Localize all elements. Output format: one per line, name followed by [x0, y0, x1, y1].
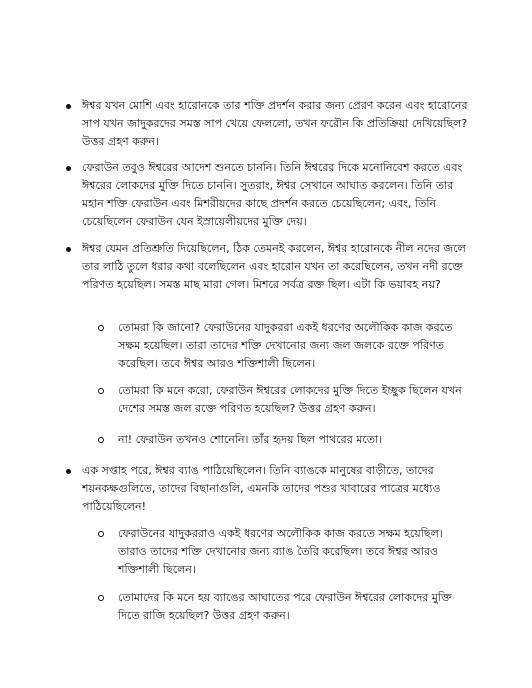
sub-list-item: না! ফেরাউন তখনও শোনেনি। তাঁর হৃদয় ছিল পাথরের মতো। — [118, 431, 470, 449]
list-item: ঈশ্বর যখন মোশি এবং হারোনকে তার শক্তি প্রদর্শন করার জন্য প্রেরণ করেন এবং হারোনের সাপ যখন জাদুকরদের সমস্ত সাপ খেয়ে ফেললো, তখন ফরৌন কি প্রতিক্রিয়া দেখিয়েছিল? উত্তর গ্রহণ করুন। — [82, 97, 472, 151]
list-item: ফেরাউন তবুও ঈশ্বরের আদেশ শুনতে চাননি। তিনি ঈশ্বরের দিকে মনোনিবেশ করতে এবং ঈশ্বরের লোকদের মুক্তি দিতে চাননি। সুতরাং, ঈশ্বর সেখানে আঘাত করলেন। তিনি তার মহান শক্তি ফেরাউন এবং মিশরীয়দের কাছে প্রদর্শন করতে চেয়েছিলেন; এবং, তিনি চেয়েছিলেন ফেরাউন যেন ইস্রায়েলীয়দের মুক্তি দেয়। — [82, 159, 472, 231]
sub-list-item: তোমরা কি মনে করো, ফেরাউন ঈশ্বরের লোকদের মুক্তি দিতে ইচ্ছুক ছিলেন যখন দেশের সমস্ত জল রক্তে পরিণত হয়েছিল? উত্তর গ্রহণ করুন। — [118, 382, 470, 418]
sub-list-item: তোমাদের কি মনে হয় ব্যাঙের আঘাতের পরে ফেরাউন ঈশ্বরের লোকদের মুক্তি দিতে রাজি হয়েছিল? উত্তর গ্রহণ করুন। — [118, 589, 470, 625]
list-item: এক সপ্তাহ পরে, ঈশ্বর ব্যাঙ পাঠিয়েছিলেন। তিনি ব্যাঙকে মানুষের বাড়ীতে, তাদের শয়নকক্ষগুলিতে, তাদের বিছানাগুলি, এমনকি তাদের পশুর খাবারের পাত্রের মধ্যেও পাঠিয়েছিলেন! — [82, 462, 472, 516]
sub-list-item: তোমরা কি জানো? ফেরাউনের যাদুকররা একই ধরণের অলৌকিক কাজ করতে সক্ষম হয়েছিল। তারা তাদের শক্তি দেখানোর জন্য জল জলকে রক্তে পরিণত করেছিল। তবে ঈশ্বর আরও শক্তিশালী ছিলেন। — [118, 319, 470, 373]
list-item: ঈশ্বর যেমন প্রতিশ্রুতি দিয়েছিলেন, ঠিক তেমনই করলেন, ঈশ্বর হারোনকে নীল নদের জলে তার লাঠি তুলে ধরার কথা বলেছিলেন এবং হারোন যখন তা করেছিলেন, তখন নদী রক্তে পরিণত হয়েছিল। সমস্ত মাছ মারা গেল। মিশরে সর্বত্র রক্ত ছিল। এটা কি ভয়াবহ নয়? — [82, 240, 472, 294]
sub-list-item: ফেরাউনের যাদুকররাও একই ধরণের অলৌকিক কাজ করতে সক্ষম হয়েছিল। তারাও তাদের শক্তি দেখানোর জন্য ব্যাঙ তৈরি করেছিল। তবে ঈশ্বর আরও শক্তিশালী ছিলেন। — [118, 525, 470, 579]
